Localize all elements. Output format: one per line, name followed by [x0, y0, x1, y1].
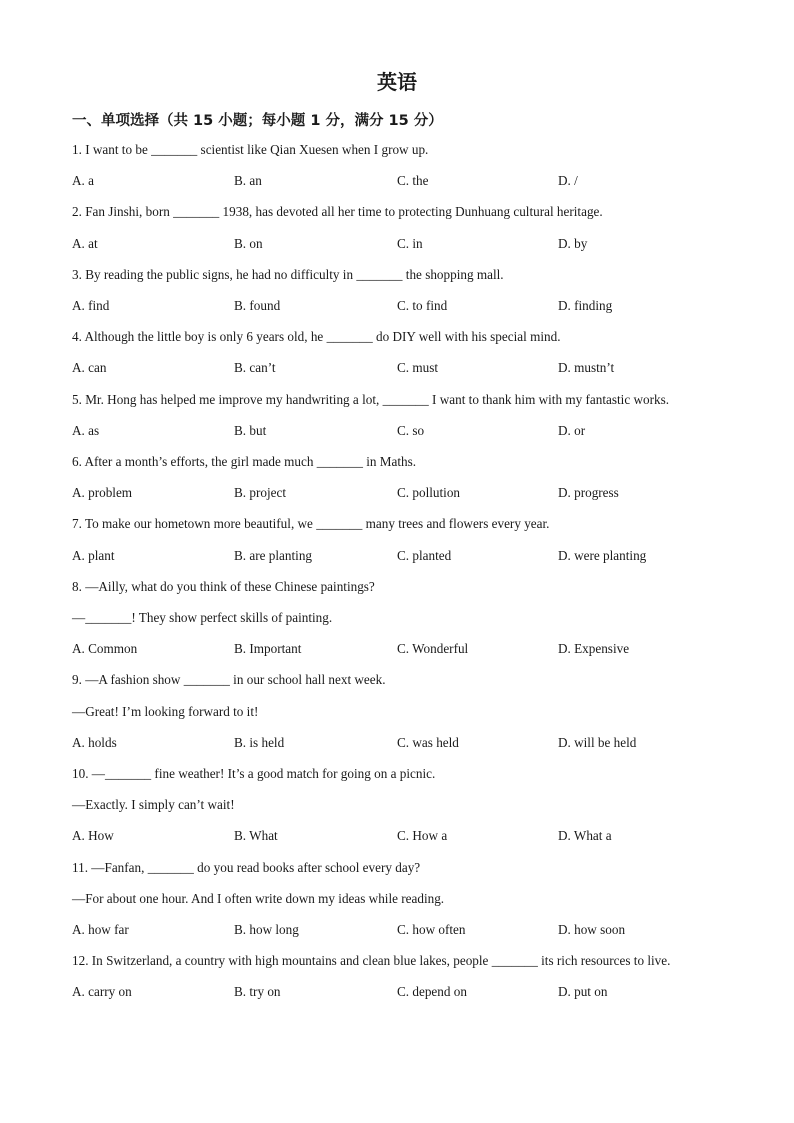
question-stem: 7. To make our hometown more beautiful, we _______ many trees and flowers every year. — [72, 516, 550, 531]
option-d: D. What a — [558, 828, 612, 843]
page-title: 英语 — [377, 70, 417, 94]
option-b: B. found — [234, 298, 281, 313]
question-stem: 6. After a month’s efforts, the girl made much _______ in Maths. — [72, 454, 417, 469]
option-b: B. an — [234, 173, 262, 188]
question-options — [72, 484, 732, 502]
option-a: A. a — [72, 173, 94, 188]
question-stem: 1. I want to be _______ scientist like Qian Xuesen when I grow up. — [72, 142, 429, 157]
option-b: B. how long — [234, 922, 299, 937]
option-d: D. were planting — [558, 548, 647, 563]
question-reply: —For about one hour. And I often write down my ideas while reading. — [72, 891, 445, 906]
option-d: D. Expensive — [558, 641, 630, 656]
option-b: B. on — [234, 236, 263, 251]
option-c: C. so — [397, 423, 425, 438]
option-b: B. but — [234, 423, 267, 438]
question-options — [72, 359, 732, 377]
question-options — [72, 547, 732, 565]
question-stem: 3. By reading the public signs, he had no difficulty in _______ the shopping mall. — [72, 267, 504, 282]
option-d: D. will be held — [558, 735, 637, 750]
option-d: D. how soon — [558, 922, 626, 937]
option-d: D. by — [558, 236, 588, 251]
option-c: C. depend on — [397, 984, 467, 999]
option-b: B. try on — [234, 984, 281, 999]
question-stem: 10. —_______ fine weather! It’s a good match for going on a picnic. — [72, 766, 436, 781]
question-options — [72, 640, 732, 658]
question-stem: 5. Mr. Hong has helped me improve my handwriting a lot, _______ I want to thank him with my fantastic works. — [72, 392, 670, 407]
question-stem: 8. —Ailly, what do you think of these Chinese paintings? — [72, 579, 375, 594]
question-options — [72, 983, 732, 1001]
option-c: C. was held — [397, 735, 459, 750]
option-c: C. in — [397, 236, 423, 251]
question-options — [72, 235, 732, 253]
option-b: B. can’t — [234, 360, 276, 375]
option-c: C. planted — [397, 548, 452, 563]
option-d: D. or — [558, 423, 586, 438]
section-heading: 一、单项选择（共 15 小题；每小题 1 分，满分 15 分） — [72, 113, 443, 129]
option-b: B. What — [234, 828, 278, 843]
option-a: A. holds — [72, 735, 117, 750]
option-a: A. problem — [72, 485, 133, 500]
option-a: A. can — [72, 360, 107, 375]
option-c: C. Wonderful — [397, 641, 469, 656]
option-b: B. project — [234, 485, 287, 500]
question-reply: —Exactly. I simply can’t wait! — [72, 797, 235, 812]
option-c: C. How a — [397, 828, 448, 843]
option-a: A. How — [72, 828, 114, 843]
question-options — [72, 827, 732, 845]
option-d: D. progress — [558, 485, 619, 500]
option-c: C. must — [397, 360, 439, 375]
question-stem: 4. Although the little boy is only 6 years old, he _______ do DIY well with his special mind. — [72, 329, 561, 344]
question-options — [72, 921, 732, 939]
option-b: B. Important — [234, 641, 302, 656]
option-c: C. pollution — [397, 485, 461, 500]
question-stem: 12. In Switzerland, a country with high mountains and clean blue lakes, people _______ its rich resources to live. — [72, 953, 671, 968]
option-d: D. put on — [558, 984, 608, 999]
question-stem: 11. —Fanfan, _______ do you read books after school every day? — [72, 860, 421, 875]
option-c: C. to find — [397, 298, 448, 313]
question-reply: —_______! They show perfect skills of painting. — [72, 610, 333, 625]
option-b: B. are planting — [234, 548, 313, 563]
option-a: A. at — [72, 236, 98, 251]
option-c: C. how often — [397, 922, 466, 937]
option-d: D. / — [558, 173, 578, 188]
option-d: D. mustn’t — [558, 360, 615, 375]
question-reply: —Great! I’m looking forward to it! — [72, 704, 259, 719]
option-b: B. is held — [234, 735, 285, 750]
option-a: A. Common — [72, 641, 138, 656]
option-d: D. finding — [558, 298, 613, 313]
option-c: C. the — [397, 173, 429, 188]
question-options — [72, 422, 732, 440]
question-stem: 2. Fan Jinshi, born _______ 1938, has devoted all her time to protecting Dunhuang cultural heritage. — [72, 204, 603, 219]
question-options — [72, 734, 732, 752]
option-a: A. as — [72, 423, 100, 438]
question-options — [72, 297, 732, 315]
question-options — [72, 172, 732, 190]
option-a: A. how far — [72, 922, 129, 937]
option-a: A. find — [72, 298, 110, 313]
option-a: A. carry on — [72, 984, 132, 999]
question-stem: 9. —A fashion show _______ in our school hall next week. — [72, 672, 386, 687]
option-a: A. plant — [72, 548, 115, 563]
